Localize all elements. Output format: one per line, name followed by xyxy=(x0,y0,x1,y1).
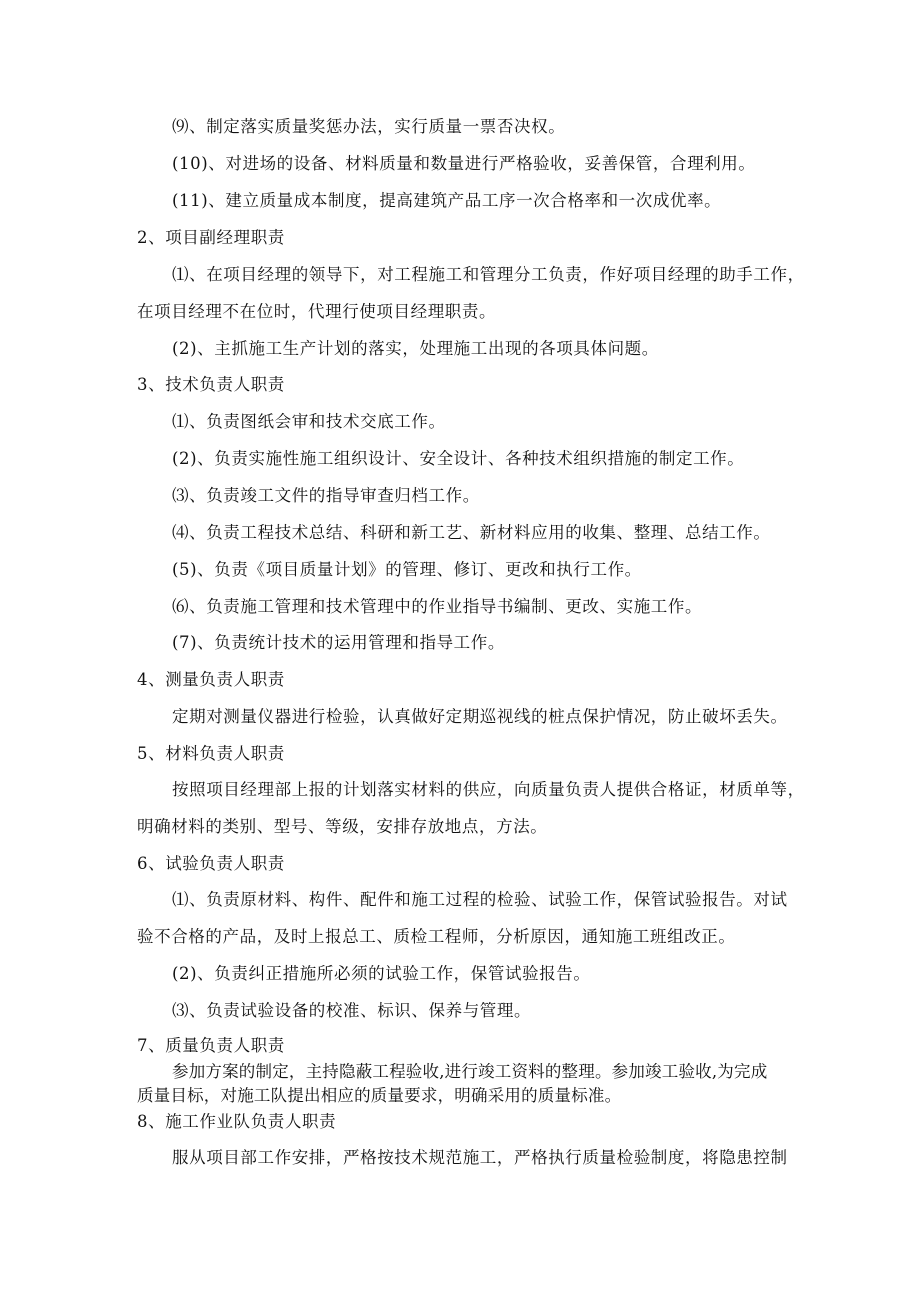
section-heading: 4、测量负责人职责 xyxy=(137,670,285,689)
paragraph-line: 定期对测量仪器进行检验，认真做好定期巡视线的桩点保护情况，防止破坏丢失。 xyxy=(172,707,788,726)
paragraph-line: ⑹、负责施工管理和技术管理中的作业指导书编制、更改、实施工作。 xyxy=(172,597,703,616)
paragraph-line: ⑴、负责原材料、构件、配件和施工过程的检验、试验工作，保管试验报告。对试 xyxy=(172,890,788,909)
paragraph-line: ⑴、负责图纸会审和技术交底工作。 xyxy=(172,412,446,431)
paragraph-line: 参加方案的制定，主持隐蔽工程验收,进行竣工资料的整理。参加竣工验收,为完成 xyxy=(172,1062,768,1081)
paragraph-line: 质量目标，对施工队提出相应的质量要求，明确采用的质量标准。 xyxy=(137,1086,622,1105)
paragraph-line: (2)、负责纠正措施所必须的试验工作，保管试验报告。 xyxy=(172,964,591,983)
paragraph-line: ⑴、在项目经理的领导下，对工程施工和管理分工负责，作好项目经理的助手工作， xyxy=(172,265,805,284)
paragraph-line: ⑷、负责工程技术总结、科研和新工艺、新材料应用的收集、整理、总结工作。 xyxy=(172,523,771,542)
section-heading: 2、项目副经理职责 xyxy=(137,228,285,247)
paragraph-line: (7)、负责统计技术的运用管理和指导工作。 xyxy=(172,633,505,652)
section-heading: 3、技术负责人职责 xyxy=(137,375,285,394)
section-heading: 8、施工作业队负责人职责 xyxy=(137,1112,337,1131)
section-heading: 6、试验负责人职责 xyxy=(137,854,285,873)
paragraph-line: (11)、建立质量成本制度，提高建筑产品工序一次合格率和一次成优率。 xyxy=(172,191,722,210)
paragraph-line: (2)、负责实施性施工组织设计、安全设计、各种技术组织措施的制定工作。 xyxy=(172,449,745,468)
paragraph-line: 按照项目经理部上报的计划落实材料的供应，向质量负责人提供合格证，材质单等， xyxy=(172,780,805,799)
paragraph-line: 服从项目部工作安排，严格按技术规范施工，严格执行质量检验制度，将隐患控制 xyxy=(172,1148,788,1167)
paragraph-line: 明确材料的类别、型号、等级，安排存放地点，方法。 xyxy=(137,817,548,836)
paragraph-line: ⑼、制定落实质量奖惩办法，实行质量一票否决权。 xyxy=(172,117,566,136)
paragraph-line: (2)、主抓施工生产计划的落实，处理施工出现的各项具体问题。 xyxy=(172,339,659,358)
paragraph-line: 验不合格的产品，及时上报总工、质检工程师，分析原因，通知施工班组改正。 xyxy=(137,927,736,946)
section-heading: 5、材料负责人职责 xyxy=(137,744,285,763)
paragraph-line: ⑶、负责竣工文件的指导审查归档工作。 xyxy=(172,486,480,505)
paragraph-line: ⑶、负责试验设备的校准、标识、保养与管理。 xyxy=(172,1001,532,1020)
paragraph-line: (10)、对进场的设备、材料质量和数量进行严格验收，妥善保管，合理利用。 xyxy=(172,154,756,173)
paragraph-line: 在项目经理不在位时，代理行使项目经理职责。 xyxy=(137,302,497,321)
section-heading: 7、质量负责人职责 xyxy=(137,1036,285,1055)
paragraph-line: (5)、负责《项目质量计划》的管理、修订、更改和执行工作。 xyxy=(172,560,642,579)
